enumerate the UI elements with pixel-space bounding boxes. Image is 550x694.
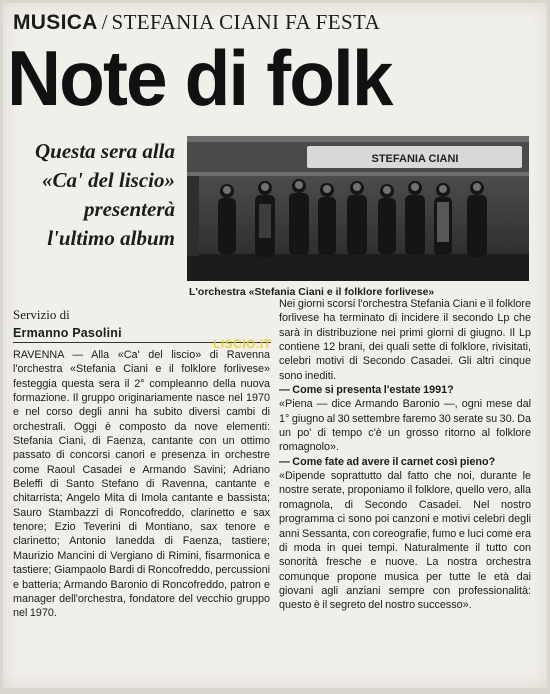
orchestra-photo-image: [187, 136, 529, 281]
paragraph: Nei giorni scorsi l'orchestra Stefania Ciani e il folklore forlivese ha terminato di incidere il secondo Lp che sarà in distribuzione nei primi giorni di giugno. Il Lp contiene 12 brani, dei quali sette di folklore, rivisitati, celebri motivi di Secondo Casadei. Gli altri cinque sono inediti.: [279, 298, 531, 382]
orchestra-photo: [187, 136, 529, 281]
author-name: Ermanno Pasolini: [13, 326, 122, 340]
section-kicker: [13, 9, 537, 36]
interview-question: — Come si presenta l'estate 1991?: [279, 384, 454, 397]
photo-caption: L'orchestra «Stefania Ciani e il folklore forlivese»: [189, 286, 435, 298]
byline: Servizio di: [13, 307, 70, 322]
deck-line: presenterà: [84, 197, 175, 221]
photo-sign-text: STEFANIA CIANI: [371, 153, 459, 165]
headline: Note di folk: [7, 34, 392, 122]
article-column-left: [13, 348, 270, 621]
deck-line: l'ultimo album: [47, 226, 175, 250]
kicker-rubric: MUSICA: [13, 11, 98, 34]
paragraph: «Dipende soprattutto dal fatto che noi, durante le nostre serate, proponiamo il folklore, quello vero, alla romagnola, di Secondo Casadei. Nel nostro programma ci sono poi canzoni e motivi celebri degli anni Sessanta, con coreografie, fumo e luci come era di moda in quei tempi. Naturalmente il tutto con sonorità fresche e nuove. La nostra orchestra comunque propone musica per tutte le età dai giovani agli anziani sempre con professionalità: questo è il segreto del nostro successo».: [279, 470, 531, 612]
kicker-separator: /: [101, 10, 108, 34]
interview-question: — Come fate ad avere il carnet così pieno?: [279, 455, 496, 468]
watermark-text: LISCIO.IT: [213, 337, 272, 351]
kicker-subtitle: STEFANIA CIANI FA FESTA: [111, 10, 381, 34]
deck-line: «Ca' del liscio»: [42, 168, 175, 192]
deck: [7, 137, 175, 253]
paragraph: «Piena — dice Armando Baronio —, ogni mese dal 1° giugno al 30 settembre faremo 30 serate su 30. Da un po' di tempo c'è un grosso ritorno al folklore romagnolo».: [279, 398, 531, 454]
article-column-right: [279, 297, 531, 613]
paragraph: RAVENNA — Alla «Ca' del liscio» di Ravenna l'orchestra «Stefania Ciani e il folklore forlivese» festeggia questa sera il 2° compleanno della nuova formazione. Il gruppo originariamente nasce nel 1970 e nel corso degli anni ha subito diversi cambi di orchestrali. Oggi è composto da nove elementi: Stefania Ciani, di Faenza, cantante con un ottimo passato di concorsi canori e presenza in orchestre come Raoul Casadei e Armando Savini; Adriano Beleffi di Santo Stefano di Ravenna, cantante e chitarrista; Angelo Mita di Imola cantante e bassista; Sauro Stambazzi di Roncofreddo, clarinetto e sax tenore; Ezio Teverini di Montiano, sax tenore e clarinetto; Antonio Ianedda di Faenza, tastiere; Maurizio Mancini di Vergiano di Rimini, fisarmonica e tastiere; Giampaolo Bardi di Roncofreddo, percussioni e batteria; Armando Baronio di Roncofreddo, patron e manager dell'orchestra, fondatore del vecchio gruppo nel 1970.: [13, 349, 270, 620]
deck-line: Questa sera alla: [34, 139, 175, 163]
newspaper-clipping: [3, 3, 547, 688]
